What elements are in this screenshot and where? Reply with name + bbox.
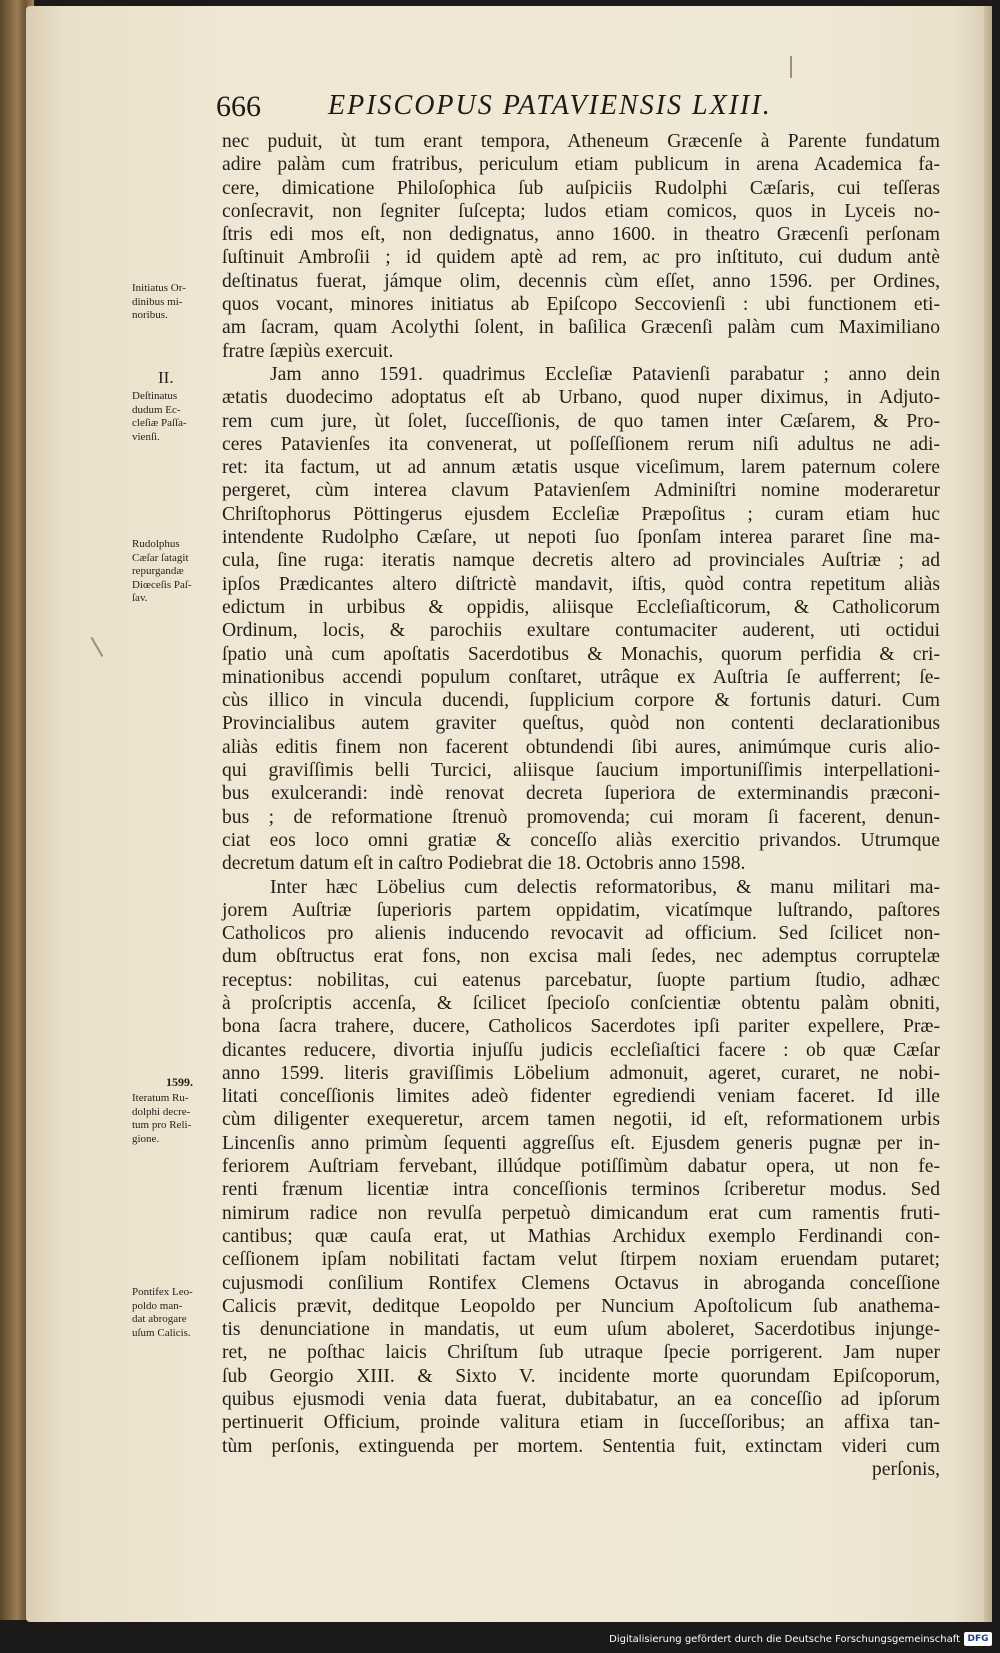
text-line: fratre ſæpiùs exercuit.: [222, 340, 394, 362]
text-line: ipſos Prædicantes altero diſtrictè mandavit, iſtis, quòd contra repetitum aliàs: [222, 573, 940, 595]
text-line: ceſſionem ipſam nobilitati factam velut ſtirpem noxiam eruendam putaret;: [222, 1249, 940, 1271]
text-line: Calicis prævit, deditque Leopoldo per Nuncium Apoſtolicum ſub anathema-: [222, 1295, 940, 1317]
text-line: aliàs editis finem non facerent obtundendi ſibi aures, animúmque curis alio-: [222, 736, 940, 758]
margin-note-line: II.: [158, 368, 174, 387]
funding-credit: Digitalisierung gefördert durch die Deutsche Forschungsgemeinschaft: [609, 1634, 960, 1645]
margin-note-line: ſav.: [132, 592, 148, 604]
text-line: pergeret, cùm interea clavum Patavienſem Adminiſtri nomine moderaretur: [222, 480, 940, 502]
text-line: feriorem Auſtriam fervebant, illúdque potiſſimùm dabatur opera, ut non fe-: [222, 1156, 940, 1178]
text-line: decretum datum eſt in caſtro Podiebrat die 18. Octobris anno 1598.: [222, 853, 746, 875]
margin-note: [132, 390, 220, 444]
text-line: nimirum radice non revulſa perpetuò dimicandum erat cum ramentis fruti-: [222, 1202, 940, 1224]
margin-note-line: dat abrogare: [132, 1313, 187, 1325]
margin-note-line: dolphi decre-: [132, 1105, 191, 1118]
text-line: conſecravit, non ſegniter ſuſcepta; ludos etiam comicos, quos in Lyceis no-: [222, 200, 940, 222]
text-line: dum obſtructus erat fons, non excisa mali ſedes, nec ademptus corruptelæ: [222, 946, 940, 968]
text-line: cere, dimicatione Philoſophica ſub auſpiciis Rudolphi Cæſaris, cui teſſeras: [222, 177, 940, 199]
text-line: ſtris edi mos eſt, non dedignatus, anno 1600. in theatro Græcenſi perſonam: [222, 224, 940, 246]
text-line: ætatis duodecimo adoptatus eſt ab Urbano, quod nuper diximus, in Adjuto-: [222, 387, 940, 409]
margin-note-line: cleſiæ Paſſa-: [132, 417, 187, 429]
text-line: renti frænum licentiæ intra conceſſionis terminos ſcriberetur modus. Sed: [222, 1179, 940, 1201]
margin-note-line: dudum Ec-: [132, 403, 181, 416]
text-line: quos vocant, minores initiatus ab Epiſcopo Seccovienſi : ubi functionem eti-: [222, 294, 940, 316]
dfg-logo: DFG: [964, 1632, 992, 1646]
text-line: jorem Auſtriæ ſuperioris partem oppidatim, vicatímque luſtrando, paſtores: [222, 899, 940, 921]
text-line: ſpatio unà cum apoſtatis Sacerdotibus & Monachis, quorum perfidia & cri-: [222, 643, 940, 665]
text-line: minationibus accendi populum conſtaret, utrâque ex Auſtria ſe aufferrent; ſe-: [222, 666, 940, 688]
text-line: pertinuerit Officium, proinde valitura etiam in ſucceſſoribus; an affixa tan-: [222, 1412, 940, 1434]
text-line: à proſcriptis accenſa, & ſcilicet ſpecioſo conſcientiæ obtentu palàm obniti,: [222, 992, 940, 1014]
text-line: bus ; de reformatione ſtrenuò promovenda; cui moram ſi facerent, denun-: [222, 806, 940, 828]
margin-note-line: dinibus mi-: [132, 295, 183, 308]
text-line: ceres Patavienſes ita convenerat, ut poſſeſſionem rerum niſi adultus ne adi-: [222, 433, 940, 455]
text-line: qui graviſſimis belli Turcici, aliisque ſaucium importuniſſimis interpellationi-: [222, 760, 940, 782]
text-line: nec puduit, ùt tum erant tempora, Atheneum Græcenſe à Parente fundatum: [222, 131, 940, 152]
margin-note-line: 1599.: [166, 1075, 193, 1089]
margin-note-line: repurgandæ: [132, 565, 184, 577]
margin-note-line: Diœceſis Paſ-: [132, 578, 192, 591]
margin-note-line: poldo man-: [132, 1299, 183, 1312]
text-line: Lincenſis anno primùm ſequenti aggreſſus eſt. Ejusdem generis pugnæ per in-: [222, 1132, 940, 1154]
margin-note-line: Initiatus Or-: [132, 282, 186, 294]
text-line: bus exulcerandi: indè renovat decreta ſuperiora de exterminandis præconi-: [222, 783, 940, 805]
text-line: tis denunciatione in mandatis, ut eum uſum aboleret, Sacerdotibus injunge-: [222, 1319, 940, 1341]
text-line: cula, ſine ruga: iteratis namque decretis altero ad provinciales Auſtriæ ; ad: [222, 550, 940, 572]
page-edge: [984, 6, 992, 1622]
text-line: Jam anno 1591. quadrimus Eccleſiæ Patavienſi parabatur ; anno dein: [270, 363, 940, 385]
margin-note-line: Iteratum Ru-: [132, 1092, 189, 1104]
text-line: cùs illico in vincula ducendi, ſupplicium corpore & fortunis daturi. Cum: [222, 690, 940, 712]
text-line: adire palàm cum fratribus, periculum etiam publicum in arena Academica fa-: [222, 154, 940, 176]
margin-note: [132, 282, 220, 323]
text-line: receptus: nobilitas, cui eatenus parcebatur, ſuopte partium ſtudio, adhæc: [222, 969, 940, 991]
margin-note-line: Deſtinatus: [132, 390, 178, 402]
margin-note-line: uſum Calicis.: [132, 1326, 191, 1339]
page-title: EPISCOPUS PATAVIENSIS LXIII.: [328, 90, 772, 121]
text-line: cujusmodi conſilium Rontifex Clemens Octavus in abroganda conceſſione: [222, 1272, 940, 1294]
margin-note: [166, 1076, 254, 1090]
margin-note: [132, 538, 220, 606]
text-line: edictum in urbibus & oppidis, aliisque Eccleſiaſticorum, & Catholicorum: [222, 596, 940, 618]
text-line: ſub Georgio XIII. & Sixto V. incidente morte quorundam Epiſcoporum,: [222, 1365, 940, 1387]
margin-note-line: Rudolphus: [132, 538, 180, 550]
margin-note-line: vienſi.: [132, 430, 160, 443]
text-line: litati conceſſionis limites adeò fidenter egrediendi veniam faceret. Id ille: [222, 1086, 940, 1108]
margin-note: [132, 1286, 220, 1340]
text-line: Chriſtophorus Pöttingerus ejusdem Eccleſiæ Præpoſitus ; curam etiam huc: [222, 503, 940, 525]
text-line: am ſacram, quam Acolythi ſolent, in baſilica Græcenſi palàm cum Maximiliano: [222, 317, 940, 339]
text-line: ret: ita factum, ut ad annum ætatis usque viceſimum, larem paternum colere: [222, 457, 940, 479]
text-line: Ordinum, locis, & parochiis exultare contumaciter auderent, uti octidui: [222, 620, 940, 642]
text-line: rem cum jure, ùt ſolet, ſucceſſionis, de quo tamen inter Cæſarem, & Pro-: [222, 410, 940, 432]
main-text: [222, 130, 940, 1481]
running-head: [216, 90, 856, 134]
text-line: cantibus; quæ cauſa erat, ut Mathias Archidux exemplo Ferdinandi con-: [222, 1225, 940, 1247]
margin-note-line: Pontifex Leo-: [132, 1286, 193, 1298]
text-line: quibus ejusmodi venia data fuerat, dubitabatur, an ea conceſſio ad ipſorum: [222, 1389, 940, 1411]
catchword: perſonis,: [871, 1458, 940, 1480]
text-line: deſtinatus fuerat, jámque olim, decennis cùm eſſet, anno 1596. per Ordines,: [222, 270, 940, 292]
text-line: intendente Rudolpho Cæſare, ut nepoti ſuo ſponſam interea pararet ſine ma-: [222, 527, 940, 549]
text-line: Inter hæc Löbelius cum delectis reformatoribus, & manu militari ma-: [270, 876, 940, 898]
margin-note-line: noribus.: [132, 309, 168, 321]
text-line: Provincialibus autem graviter queſtus, quòd non contenti declarationibus: [222, 713, 940, 735]
text-line: ſuſtinuit Ambroſii ; id quidem aptè ad rem, ac pro inſtituto, cui dudum antè: [222, 247, 940, 269]
text-line: bona ſacra trahere, ducere, Catholicos Sacerdotes ipſi pariter expellere, Præ-: [222, 1016, 940, 1038]
ink-mark: [790, 56, 792, 78]
margin-note: [158, 368, 246, 388]
text-line: cùm diligenter exequeretur, arcem tamen negotii, id eſt, reformationem urbis: [222, 1109, 940, 1131]
text-line: ciat eos loco omni gratiæ & conceſſo aliàs exercitio privandos. Utrumque: [222, 829, 940, 851]
margin-note-line: tum pro Reli-: [132, 1119, 192, 1131]
text-line: ret, ne poſthac laicis Chriſtum ſub utraque ſpecie porrigerent. Jam nuper: [222, 1342, 940, 1364]
text-line: tùm perſonis, extinguenda per mortem. Sententia fuit, extinctam videri cum: [222, 1435, 940, 1457]
text-line: Catholicos pro alienis inducendo revocavit ad officium. Sed ſcilicet non-: [222, 923, 940, 945]
margin-note-line: Cæſar ſatagit: [132, 551, 189, 564]
text-line: dicantes reducere, divortia injuſſu judicis eccleſiaſtici facere : ob quæ Cæſar: [222, 1039, 940, 1061]
page-number: 666: [216, 90, 261, 123]
margin-note-line: gione.: [132, 1132, 160, 1145]
text-line: anno 1599. literis graviſſimis Löbelium admonuit, ageret, curaret, ne nobi-: [222, 1062, 940, 1084]
margin-note: [132, 1092, 220, 1146]
